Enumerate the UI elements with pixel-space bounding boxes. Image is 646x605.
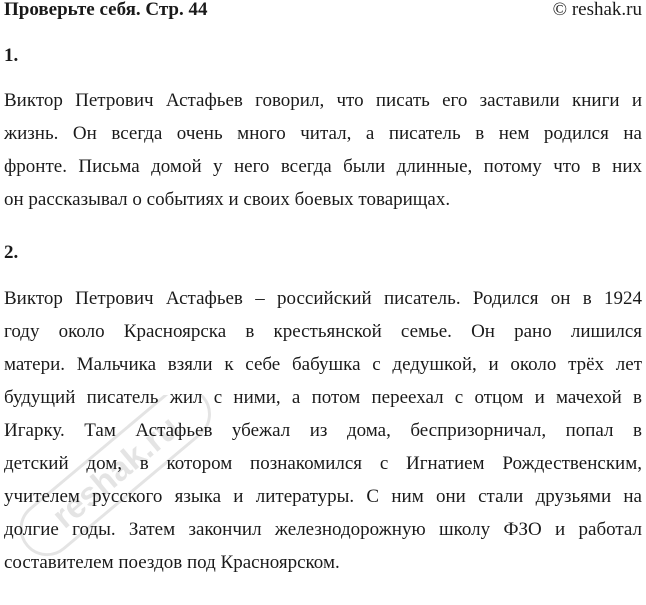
paragraph-line: долгие годы. Затем закончил железнодорожную школу ФЗО и работал	[4, 519, 642, 540]
page-header	[4, 0, 642, 24]
watermark-text: reshak.ru	[45, 408, 187, 536]
answer-paragraph-2	[4, 282, 642, 579]
paragraph-line: Игарку. Там Астафьев убежал из дома, беспризорничал, попал в	[4, 420, 642, 441]
paragraph-line: жизнь. Он всегда очень много читал, а писатель в нем родился на	[4, 123, 642, 144]
paragraph-line: Виктор Петрович Астафьев говорил, что писать его заставили книги и	[4, 90, 642, 111]
section-number-2: 2.	[4, 242, 19, 263]
answer-paragraph-1	[4, 84, 642, 216]
paragraph-line: фронте. Письма домой у него всегда были длинные, потому что в них	[4, 156, 642, 177]
paragraph-line: матери. Мальчика взяли к себе бабушка с дедушкой, и около трёх лет	[4, 354, 642, 375]
page-title: Проверьте себя. Стр. 44	[4, 0, 208, 20]
paragraph-line: составителем поездов под Красноярском.	[4, 552, 340, 573]
paragraph-line: он рассказывал о событиях и своих боевых товарищах.	[4, 189, 451, 210]
paragraph-line: Виктор Петрович Астафьев – российский писатель. Родился он в 1924	[4, 288, 642, 309]
section-number-1: 1.	[4, 45, 19, 66]
paragraph-line: учителем русского языка и литературы. С ним они стали друзьями на	[4, 486, 642, 507]
paragraph-line: году около Красноярска в крестьянской семье. Он рано лишился	[4, 321, 642, 342]
paragraph-line: будущий писатель жил с ними, а потом переехал с отцом и мачехой в	[4, 387, 642, 408]
source-label: © reshak.ru	[552, 0, 642, 20]
paragraph-line: детский дом, в котором познакомился с Игнатием Рождественским,	[4, 453, 642, 474]
